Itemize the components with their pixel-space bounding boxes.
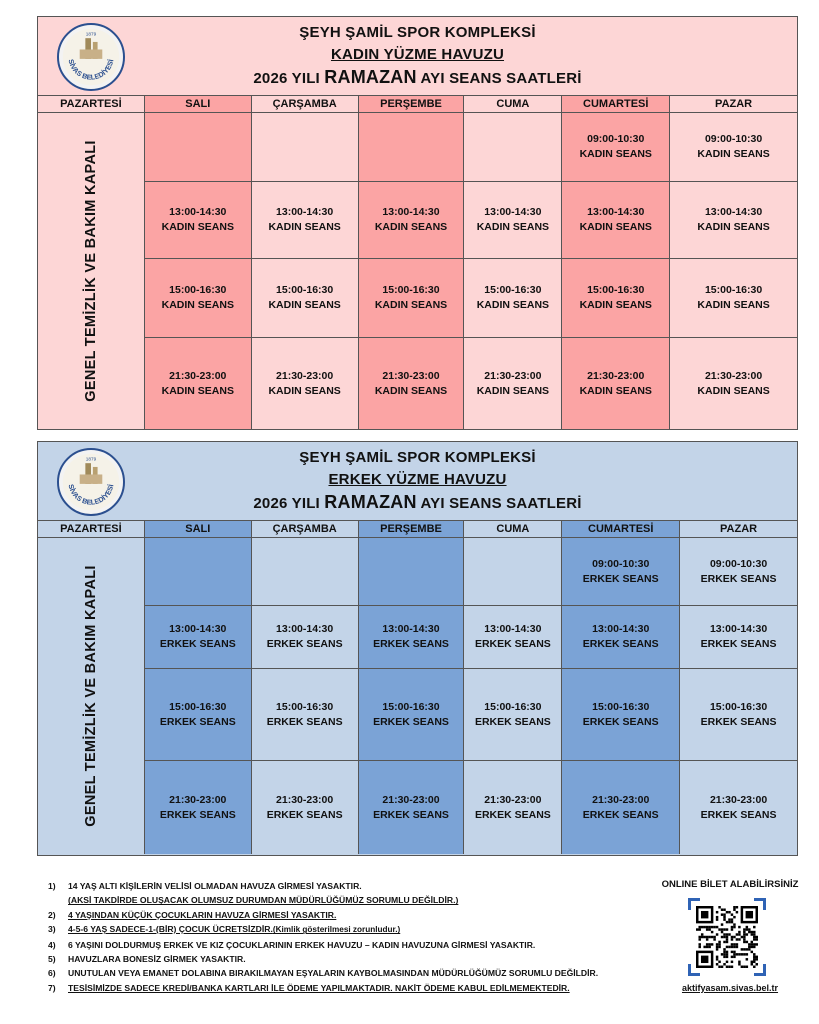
session-cell [359,761,464,854]
session-time: 13:00-14:30 [276,206,334,218]
day-column [359,113,465,429]
session-type: KADIN SEANS [579,148,652,160]
session-type: KADIN SEANS [268,384,341,397]
session-type: ERKEK SEANS [582,638,659,650]
session-cell [252,113,358,182]
rule-item: 3) 4-5-6 YAŞ SADECE-1-(BİR) ÇOCUK ÜCRETSİZDİR.(Kimlik gösterilmesi zorunludur.) [48,924,401,935]
session-time: 15:00-16:30 [276,700,334,713]
rule-item: 1) 14 YAŞ ALTI KİŞİLERİN VELİSİ OLMADAN HAVUZA GİRMESİ YASAKTIR. [48,881,362,891]
session-type: ERKEK SEANS [266,638,343,650]
session-time: 15:00-16:30 [169,700,227,713]
session-cell [252,338,358,429]
session-type: ERKEK SEANS [266,808,343,821]
session-cell [145,182,251,259]
qr-code-icon[interactable] [688,898,766,976]
day-header: PERŞEMBE [359,96,465,112]
session-type: ERKEK SEANS [266,715,343,728]
session-type: KADIN SEANS [697,384,770,397]
session-time: 09:00-10:30 [587,133,645,145]
svg-text:1879: 1879 [85,31,97,37]
pool-rules-list [48,879,648,995]
session-time: 13:00-14:30 [484,623,542,635]
men-header [38,442,797,521]
session-cell [359,669,464,761]
men-schedule-table [37,441,798,856]
session-cell [464,669,561,761]
session-time: 21:30-23:00 [169,793,227,806]
svg-text:SİVAS BELEDİYESİ: SİVAS BELEDİYESİ [66,483,116,507]
men-title-complex: ŞEYH ŞAMİL SPOR KOMPLEKSİ [299,449,536,466]
session-time: 21:30-23:00 [382,793,440,806]
day-header: ÇARŞAMBA [252,521,359,537]
session-cell [464,338,561,429]
session-cell [359,606,464,669]
men-closed-monday: GENEL TEMİZLİK VE BAKIM KAPALI [38,538,145,854]
day-column [670,113,797,429]
session-cell [252,761,358,854]
session-time: 13:00-14:30 [276,623,334,635]
svg-text:SİVAS BELEDİYESİ: SİVAS BELEDİYESİ [66,58,116,82]
session-time: 21:30-23:00 [382,369,440,382]
session-cell [562,113,669,182]
session-type: ERKEK SEANS [582,572,659,585]
session-type: ERKEK SEANS [700,572,777,585]
session-time: 21:30-23:00 [704,369,763,382]
session-type: KADIN SEANS [697,299,770,311]
session-type: KADIN SEANS [268,299,341,311]
session-cell [680,761,797,854]
session-type: KADIN SEANS [697,221,770,233]
session-cell [670,113,797,182]
day-header: SALI [145,96,252,112]
session-time: 09:00-10:30 [704,133,763,145]
session-time: 13:00-14:30 [592,623,650,635]
day-header: ÇARŞAMBA [252,96,359,112]
session-type: KADIN SEANS [476,384,550,397]
session-time: 21:30-23:00 [592,793,650,806]
session-type: KADIN SEANS [374,299,448,311]
session-time: 21:30-23:00 [484,793,542,806]
session-time: 15:00-16:30 [587,284,645,296]
session-type: ERKEK SEANS [474,715,551,728]
men-day-header-row [38,521,797,538]
day-header: CUMA [464,521,562,537]
session-cell [252,538,358,606]
session-cell [145,538,251,606]
session-type: KADIN SEANS [579,384,652,397]
day-column [464,113,562,429]
session-cell [670,182,797,259]
day-column [562,113,670,429]
session-cell [464,113,561,182]
session-cell [562,669,679,761]
session-type: ERKEK SEANS [159,808,236,821]
session-cell [562,538,679,606]
day-header: CUMA [464,96,562,112]
sivas-municipality-logo [57,23,125,91]
session-type: ERKEK SEANS [582,715,659,728]
session-type: KADIN SEANS [374,221,448,233]
session-cell [359,538,464,606]
website-link[interactable]: aktifyasam.sivas.bel.tr [681,983,779,993]
session-type: KADIN SEANS [476,221,550,233]
session-cell [562,606,679,669]
svg-text:1879: 1879 [85,456,97,462]
session-time: 13:00-14:30 [484,206,542,218]
session-time: 13:00-14:30 [709,623,768,635]
session-cell [145,338,251,429]
session-time: 21:30-23:00 [709,793,768,806]
session-cell [252,669,358,761]
rule-item: 2) 4 YAŞINDAN KÜÇÜK ÇOCUKLARIN HAVUZA GİRMESİ YASAKTIR. [48,909,337,920]
session-cell [359,113,464,182]
session-cell [145,113,251,182]
online-ticket-label: ONLINE BİLET ALABİLİRSİNİZ [661,879,799,890]
session-type: KADIN SEANS [161,299,234,311]
session-cell [562,259,669,338]
session-type: KADIN SEANS [268,221,341,233]
session-cell [464,606,561,669]
session-cell [145,259,251,338]
women-schedule-body [38,113,797,429]
session-type: ERKEK SEANS [474,808,551,821]
session-type: KADIN SEANS [697,148,770,160]
women-schedule-table [37,16,798,430]
day-column [252,113,359,429]
day-header: PAZAR [680,521,797,537]
session-time: 15:00-16:30 [709,700,768,713]
rule-item: 6) UNUTULAN VEYA EMANET DOLABINA BIRAKILMAYAN EŞYALARIN KAYBOLMASINDAN MÜDÜRLÜĞÜMÜZ SORUMLU DEĞİLDİR. [48,968,599,979]
session-cell [464,259,561,338]
qr-pattern [696,906,758,968]
session-time: 21:30-23:00 [169,369,227,382]
session-time: 15:00-16:30 [484,700,542,713]
day-header: PERŞEMBE [359,521,465,537]
men-schedule-body [38,538,797,854]
session-time: 13:00-14:30 [382,623,440,635]
day-column [145,113,252,429]
session-type: ERKEK SEANS [700,638,777,650]
women-closed-monday: GENEL TEMİZLİK VE BAKIM KAPALI [38,113,145,429]
session-time: 13:00-14:30 [704,206,763,218]
session-cell [464,182,561,259]
session-cell [464,761,561,854]
day-header: PAZARTESİ [38,96,145,112]
day-column [252,538,359,854]
session-cell [670,259,797,338]
day-column [562,538,680,854]
session-time: 15:00-16:30 [592,700,650,713]
session-cell [252,259,358,338]
session-time: 21:30-23:00 [484,369,542,382]
session-cell [680,606,797,669]
session-type: ERKEK SEANS [159,715,236,728]
session-type: KADIN SEANS [161,221,234,233]
session-time: 09:00-10:30 [592,557,650,570]
day-column [359,538,465,854]
session-type: ERKEK SEANS [700,808,777,821]
rule-item: 7) TESİSİMİZDE SADECE KREDİ/BANKA KARTLARI İLE ÖDEME YAPILMAKTADIR. NAKİT ÖDEME KABUL EDİLMEMEKTEDİR. [48,982,570,993]
session-time: 21:30-23:00 [276,369,334,382]
men-title-schedule: 2026 YILI RAMAZAN AYI SEANS SAATLERİ [253,492,582,512]
session-cell [145,606,251,669]
session-time: 13:00-14:30 [169,623,227,635]
session-time: 15:00-16:30 [382,284,440,296]
session-type: ERKEK SEANS [373,808,449,821]
session-time: 15:00-16:30 [169,284,227,296]
session-type: KADIN SEANS [374,384,448,397]
session-time: 15:00-16:30 [484,284,542,296]
women-title-pool: KADIN YÜZME HAVUZU [330,46,505,63]
session-time: 15:00-16:30 [276,284,334,296]
session-type: ERKEK SEANS [582,808,659,821]
session-type: ERKEK SEANS [700,715,777,728]
day-header: CUMARTESİ [562,96,670,112]
logo-emblem-icon [59,25,123,89]
session-type: KADIN SEANS [161,384,234,397]
session-cell [680,538,797,606]
session-cell [562,338,669,429]
session-type: ERKEK SEANS [373,715,449,728]
day-column [145,538,252,854]
rule-item: 5) HAVUZLARA BONESİZ GİRMEK YASAKTIR. [48,954,246,965]
day-column [464,538,562,854]
session-type: ERKEK SEANS [373,638,449,650]
session-cell [359,338,464,429]
day-header: CUMARTESİ [562,521,680,537]
day-header: PAZARTESİ [38,521,145,537]
session-cell [145,669,251,761]
logo-emblem-icon [59,450,123,514]
session-cell [252,182,358,259]
session-type: KADIN SEANS [579,299,652,311]
session-type: ERKEK SEANS [159,638,236,650]
women-day-header-row [38,96,797,113]
session-cell [562,182,669,259]
day-column [680,538,797,854]
women-title-complex: ŞEYH ŞAMİL SPOR KOMPLEKSİ [299,24,536,41]
session-time: 13:00-14:30 [169,206,227,218]
session-cell [252,606,358,669]
session-cell [670,338,797,429]
session-cell [359,182,464,259]
session-cell [562,761,679,854]
session-cell [145,761,251,854]
rule-item: 4) 6 YAŞINI DOLDURMUŞ ERKEK VE KIZ ÇOCUKLARININ ERKEK HAVUZU – KADIN HAVUZUNA GİRMESİ YASAKTIR. [48,939,536,950]
session-cell [680,669,797,761]
session-time: 21:30-23:00 [587,369,645,382]
session-time: 13:00-14:30 [587,206,645,218]
day-header: PAZAR [670,96,797,112]
session-type: KADIN SEANS [579,221,652,233]
session-type: ERKEK SEANS [474,638,551,650]
session-time: 15:00-16:30 [704,284,763,296]
session-cell [359,259,464,338]
session-time: 13:00-14:30 [382,206,440,218]
session-cell [464,538,561,606]
men-title-pool: ERKEK YÜZME HAVUZU [328,471,507,488]
women-title-schedule: 2026 YILI RAMAZAN AYI SEANS SAATLERİ [253,67,582,87]
women-header [38,17,797,96]
session-time: 15:00-16:30 [382,700,440,713]
sivas-municipality-logo [57,448,125,516]
rule-item-note: (AKSİ TAKDİRDE OLUŞACAK OLUMSUZ DURUMDAN MÜDÜRLÜĞÜMÜZ SORUMLU DEĞİLDİR.) [68,895,459,906]
session-time: 21:30-23:00 [276,793,334,806]
session-time: 09:00-10:30 [709,557,768,570]
session-type: KADIN SEANS [476,299,550,311]
day-header: SALI [145,521,252,537]
